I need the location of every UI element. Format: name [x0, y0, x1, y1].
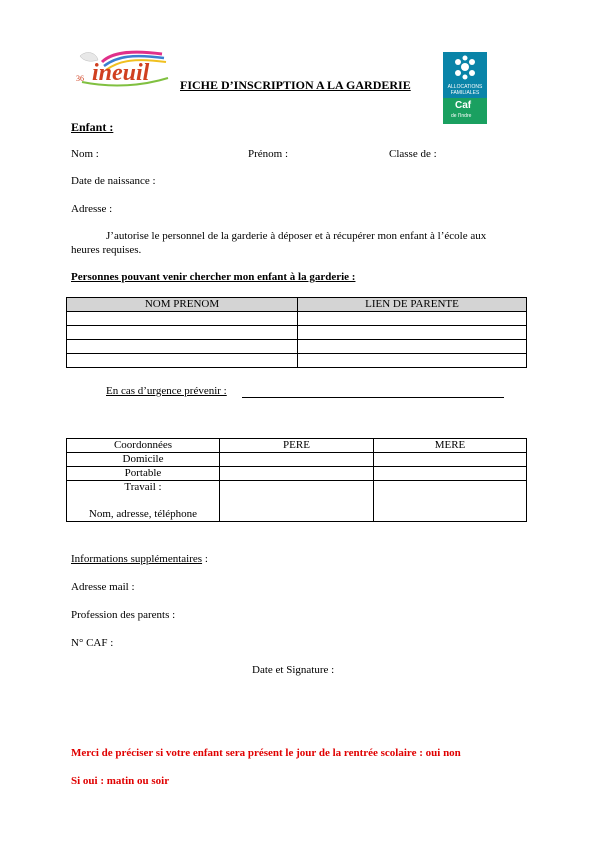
rentree-options: Si oui : matin ou soir — [71, 775, 170, 787]
mere-col: MERE — [374, 439, 527, 453]
autorisation-text-2: heures requises. — [71, 244, 142, 256]
personnes-table — [66, 297, 527, 368]
caf-logo-caf: Caf — [455, 100, 472, 111]
domicile-label: Domicile — [67, 453, 220, 467]
autorisation-text-1: J’autorise le personnel de la garderie à déposer et à récupérer mon enfant à l’école aux — [106, 230, 487, 242]
logo-text: ineuil — [92, 60, 150, 86]
urgence-line[interactable] — [242, 397, 504, 398]
table-row — [67, 312, 527, 326]
infos-heading-colon: : — [202, 553, 208, 565]
caf-logo-allocations: ALLOCATIONS FAMILIALES — [447, 84, 483, 96]
page-title: FICHE D’INSCRIPTION A LA GARDERIE — [180, 78, 411, 92]
infos-heading — [71, 553, 208, 565]
logo-prefix: 36 — [76, 74, 84, 83]
caf-number-label: N° CAF : — [71, 637, 114, 649]
personnes-col-nom: NOM PRENOM — [67, 298, 298, 312]
table-row — [67, 481, 527, 522]
nom-label: Nom : — [71, 148, 99, 160]
profession-label: Profession des parents : — [71, 609, 176, 621]
caf-logo-sub: de l'Indre — [451, 113, 472, 119]
mail-label: Adresse mail : — [71, 581, 135, 593]
vineuil-logo — [72, 48, 172, 92]
signature-label: Date et Signature : — [252, 664, 335, 676]
table-row — [67, 326, 527, 340]
caf-logo — [443, 52, 487, 124]
infos-heading-text: Informations supplémentaires — [71, 553, 203, 565]
coordonnees-col: Coordonnées — [67, 439, 220, 453]
enfant-heading: Enfant : — [71, 120, 114, 134]
table-row — [67, 467, 527, 481]
prenom-label: Prénom : — [248, 148, 289, 160]
rentree-question: Merci de préciser si votre enfant sera présent le jour de la rentrée scolaire : oui non — [71, 747, 461, 759]
adresse-label: Adresse : — [71, 203, 113, 215]
table-row — [67, 340, 527, 354]
urgence-label: En cas d’urgence prévenir : — [106, 385, 227, 397]
table-row — [67, 354, 527, 368]
coordonnees-table — [66, 438, 527, 522]
travail-label: Travail : — [124, 481, 162, 493]
classe-label: Classe de : — [389, 148, 437, 160]
travail-detail: Nom, adresse, téléphone — [88, 508, 198, 520]
personnes-col-lien: LIEN DE PARENTE — [298, 298, 527, 312]
personnes-heading: Personnes pouvant venir chercher mon enfant à la garderie : — [71, 271, 356, 283]
portable-label: Portable — [67, 467, 220, 481]
table-row — [67, 453, 527, 467]
pere-col: PERE — [220, 439, 374, 453]
date-naissance-label: Date de naissance : — [71, 175, 156, 187]
